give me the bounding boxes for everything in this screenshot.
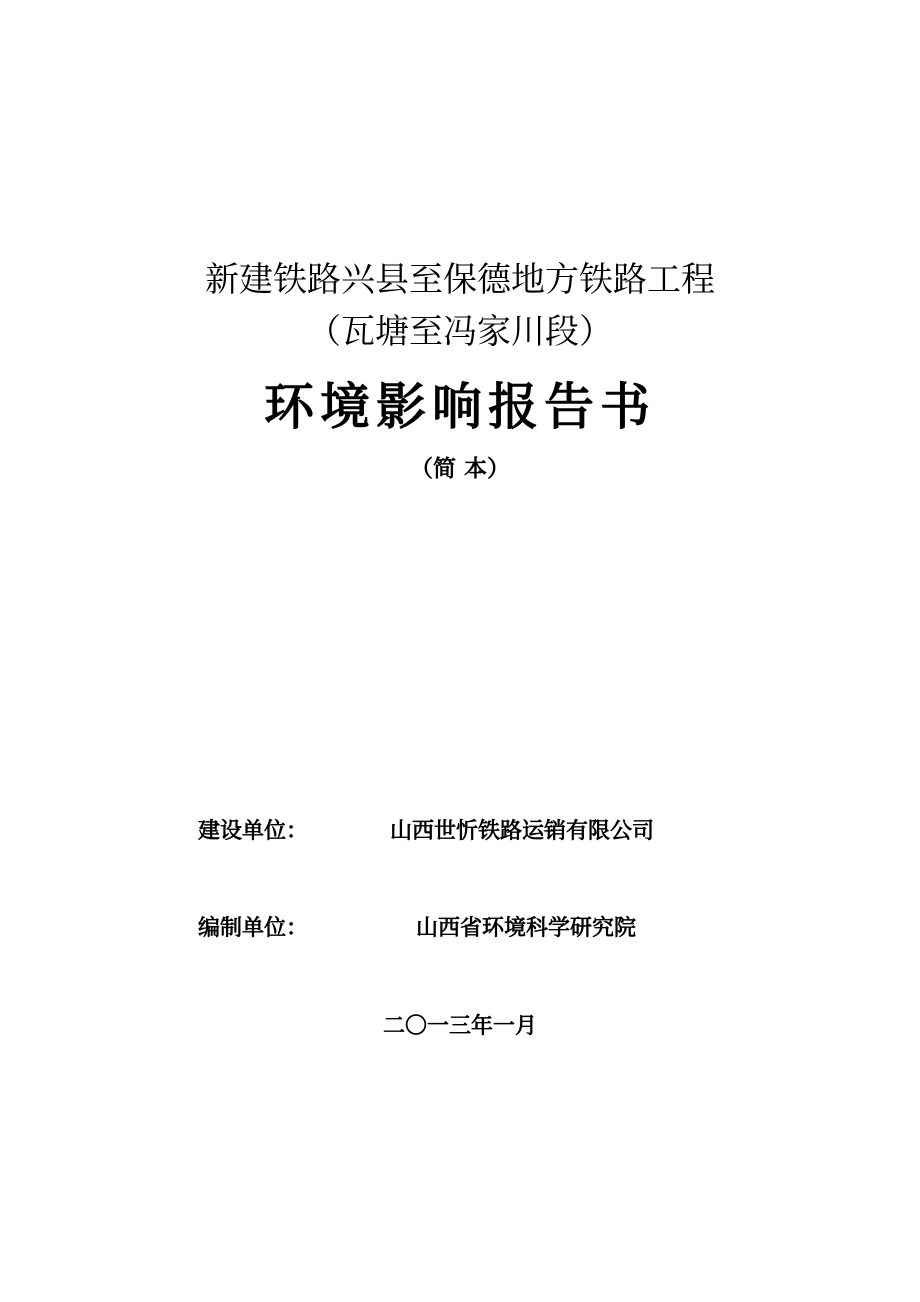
project-title: 新建铁路兴县至保德地方铁路工程 xyxy=(205,260,715,300)
compiler-row xyxy=(198,912,758,946)
builder-label: 建设单位： xyxy=(198,819,309,844)
builder-row xyxy=(198,815,758,849)
publication-date: 二〇一三年一月 xyxy=(382,1014,537,1039)
compiler-label: 编制单位： xyxy=(198,916,309,941)
compiler-name: 山西省环境科学研究院 xyxy=(416,916,637,941)
project-subtitle: （瓦塘至冯家川段） xyxy=(307,312,613,352)
builder-name: 山西世忻铁路运销有限公司 xyxy=(390,819,655,844)
report-type-heading: 环境影响报告书 xyxy=(264,378,656,436)
edition-label: （简 本） xyxy=(409,456,510,482)
